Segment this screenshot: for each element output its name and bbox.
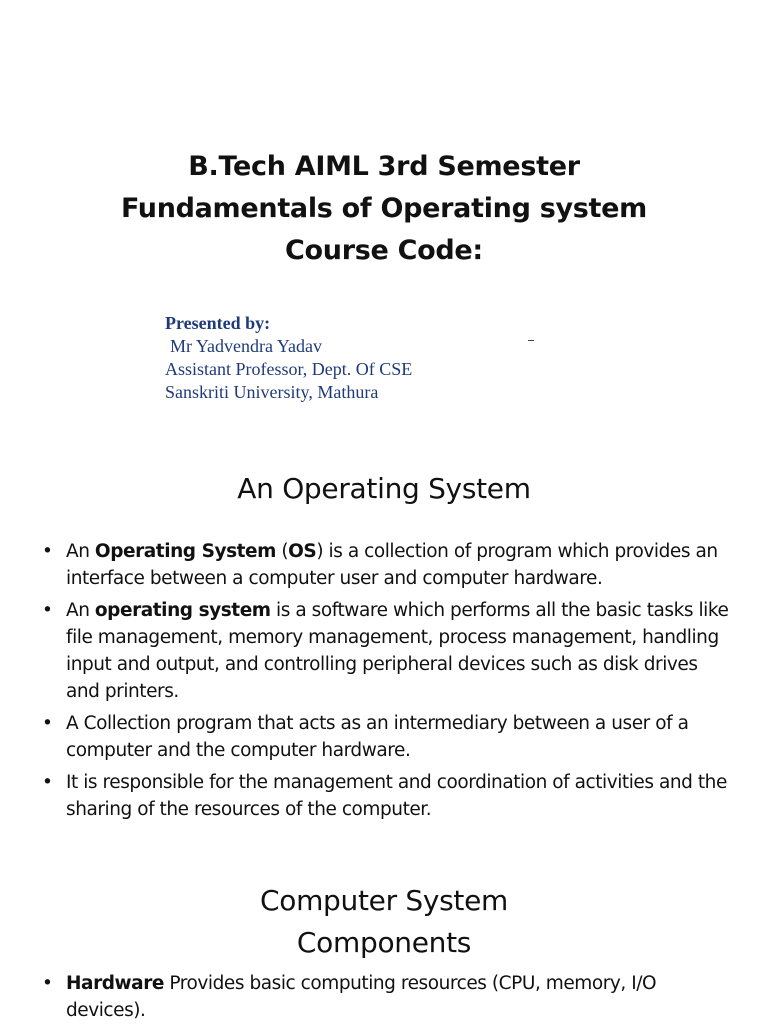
title-line-2: Fundamentals of Operating system — [120, 193, 648, 224]
os-bullet-list — [40, 538, 730, 828]
bullet-bold-text: Hardware — [66, 973, 164, 994]
stray-dash-mark — [528, 340, 534, 341]
presenter-university: Sanskriti University, Mathura — [165, 382, 379, 402]
title-line-1: B.Tech AIML 3rd Semester — [188, 151, 580, 182]
section-title-computer-system-components — [0, 880, 768, 964]
slide-title — [0, 146, 768, 272]
bullet-text: ) is a collection of program which provides an interface between a computer user and computer hardware. — [66, 541, 718, 589]
presenter-name: Mr Yadvendra Yadav — [170, 336, 322, 356]
bullet-text: An — [66, 600, 95, 621]
presenter-block — [165, 312, 412, 404]
bullet-dot-icon: • — [42, 772, 53, 793]
bullet-bold-text: OS — [288, 541, 317, 562]
presenter-designation: Assistant Professor, Dept. Of CSE — [165, 359, 413, 379]
bullet-dot-icon: • — [42, 713, 53, 734]
bullet-dot-icon: • — [42, 541, 53, 562]
bullet-bold-text: Operating System — [94, 541, 276, 562]
components-bullet-list — [40, 970, 730, 1029]
bullet-item — [40, 970, 730, 1024]
section2-title-line-2: Components — [296, 926, 472, 959]
bullet-item — [40, 769, 730, 823]
section-title-operating-system: An Operating System — [237, 472, 531, 505]
bullet-text: A Collection program that acts as an intermediary between a user of a computer and the computer hardware. — [66, 713, 689, 761]
presenter-heading: Presented by: — [165, 313, 271, 333]
section2-title-line-1: Computer System — [259, 884, 508, 917]
bullet-text: is a software which performs all the basic tasks like file management, memory management, process management, handling input and output, and controlling peripheral devices such as disk drives and printers. — [66, 600, 729, 702]
bullet-dot-icon: • — [42, 973, 53, 994]
bullet-item — [40, 597, 730, 705]
bullet-text: Provides basic computing resources (CPU, memory, I/O devices). — [66, 973, 657, 1021]
title-line-3: Course Code: — [285, 235, 483, 266]
bullet-text: ( — [275, 541, 289, 562]
bullet-item — [40, 710, 730, 764]
bullet-dot-icon: • — [42, 600, 53, 621]
bullet-text: It is responsible for the management and coordination of activities and the sharing of the resources of the computer. — [66, 772, 727, 820]
bullet-text: An — [66, 541, 95, 562]
bullet-item — [40, 538, 730, 592]
bullet-bold-text: operating system — [94, 600, 271, 621]
